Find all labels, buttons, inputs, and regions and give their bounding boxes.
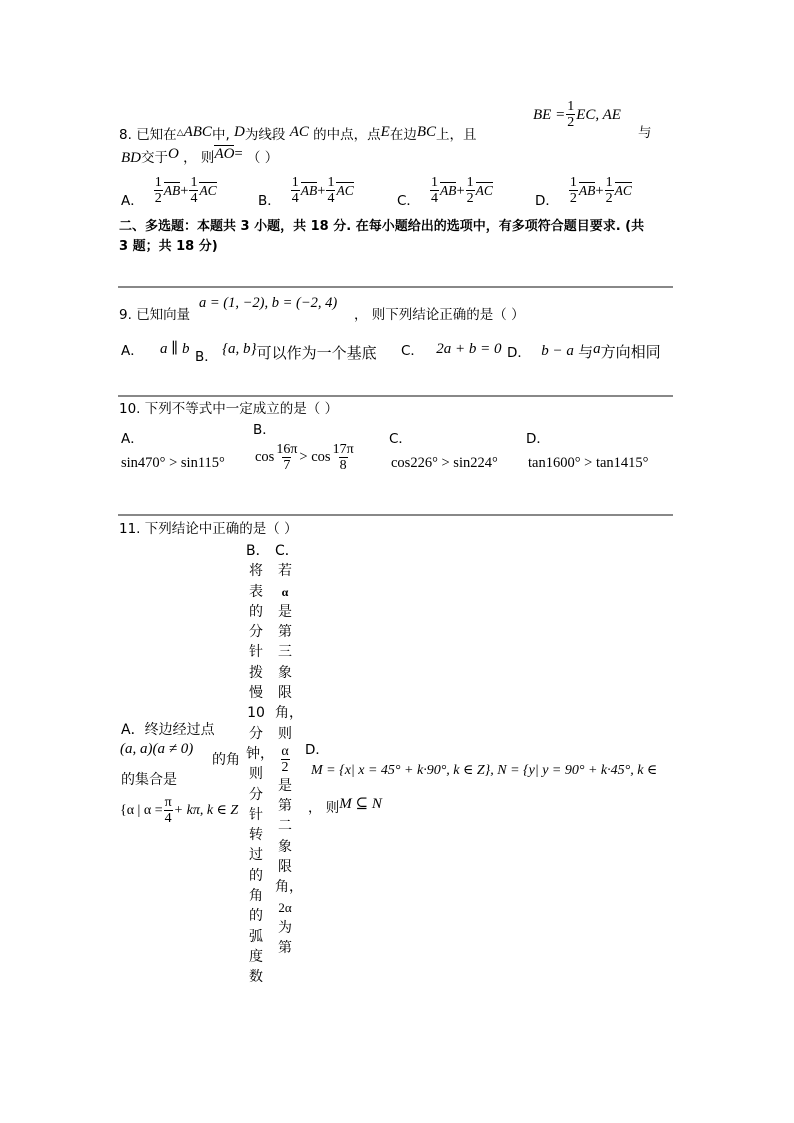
q10-option-b-label: B． xyxy=(253,422,276,438)
q9-stem-2: ， 则下列结论正确的是（ ） xyxy=(354,307,525,323)
q10-option-b[interactable]: cos $\frac{16\pi}{7}$ > cos $\frac{17\pi}{8}$ xyxy=(255,442,354,474)
q9-number: 9. xyxy=(119,307,132,323)
q11-option-c[interactable]: C．若α是第三象限角，则 $\frac{\alpha}{2}$ 是第二象限角，2α为第 xyxy=(275,543,303,957)
q11-option-d-label: D． xyxy=(305,742,329,758)
q11-option-a-point: (a, a)(a ≠ 0) xyxy=(120,741,194,757)
q10-option-a[interactable]: sin470° > sin115° xyxy=(121,455,225,471)
q8-option-c[interactable]: C． $\frac{1}{4}$ AB+ $\frac{1}{2}$ AC xyxy=(397,175,493,209)
q10-option-c[interactable]: cos226° > sin224° xyxy=(391,455,498,471)
q11-option-a[interactable]: A．终边经过点 xyxy=(121,722,215,738)
q8-number: 8. xyxy=(119,127,132,143)
q8-option-a[interactable]: A． $\frac{1}{2}$ AB+ $\frac{1}{4}$ AC xyxy=(121,175,217,209)
divider-3 xyxy=(118,514,673,516)
q11-option-b[interactable]: B．将表的分针拨慢10分钟，则分针转过的角的弧度数 xyxy=(246,543,274,986)
q8-line1: 8. 已知在△ABC中, D为线段 AC 的中点，点E在边BC上，且 xyxy=(119,124,477,143)
q8-option-d[interactable]: D． $\frac{1}{2}$ AB+ $\frac{1}{2}$ AC xyxy=(535,175,632,209)
q8-line2: BD交于O ， 则AO= （ ） xyxy=(121,146,279,166)
q11-option-d[interactable]: M = {x| x = 45° + k·90°, k ∈ Z}, N = {y| y = 90° + k·45°, k ∈ xyxy=(311,763,658,778)
q8-option-b[interactable]: B． $\frac{1}{4}$ AB+ $\frac{1}{4}$ AC xyxy=(258,175,354,209)
q11-option-a-text2: 的角 xyxy=(212,752,240,768)
q11-option-d-then: ， 则M ⊆ N xyxy=(308,796,382,816)
q8-with: 与 xyxy=(638,125,652,141)
q10-number: 10. xyxy=(119,401,141,417)
q11-option-a-set: {α | α = $\frac{\pi}{4}$ + kπ, k ∈ Z xyxy=(120,795,239,827)
q9-option-b[interactable]: B． {a, b}可以作为一个基底 xyxy=(195,341,377,365)
divider-2 xyxy=(118,395,673,397)
q11-number: 11. xyxy=(119,521,141,537)
q10-stem: 10. 下列不等式中一定成立的是（ ） xyxy=(119,401,339,417)
q11-stem: 11. 下列结论中正确的是（ ） xyxy=(119,521,298,537)
q9-option-d[interactable]: D． b − a 与a方向相同 xyxy=(507,341,661,361)
q10-option-d[interactable]: tan1600° > tan1415° xyxy=(528,455,649,471)
q9-stem: 9. 已知向量 xyxy=(119,307,191,323)
q11-option-a-text3: 的集合是 xyxy=(121,772,177,788)
q9-option-c[interactable]: C． 2a + b = 0 xyxy=(401,341,502,359)
q10-option-d-label: D． xyxy=(526,431,550,447)
section2-heading-2: 3 题；共 18 分) xyxy=(119,239,218,254)
q9-formula: a = (1, −2), b = (−2, 4) xyxy=(199,295,338,311)
divider-1 xyxy=(118,286,673,288)
q10-option-a-label: A． xyxy=(121,431,144,447)
section2-heading: 二、多选题：本题共 3 小题，共 18 分. 在每小题给出的选项中，有多项符合题目要求. (共 xyxy=(119,219,645,234)
q9-option-a[interactable]: A． a ∥ b xyxy=(121,341,190,359)
q10-option-c-label: C． xyxy=(389,431,412,447)
q8-condition: BE = $\frac{1}{2}$ EC, AE xyxy=(533,99,621,131)
